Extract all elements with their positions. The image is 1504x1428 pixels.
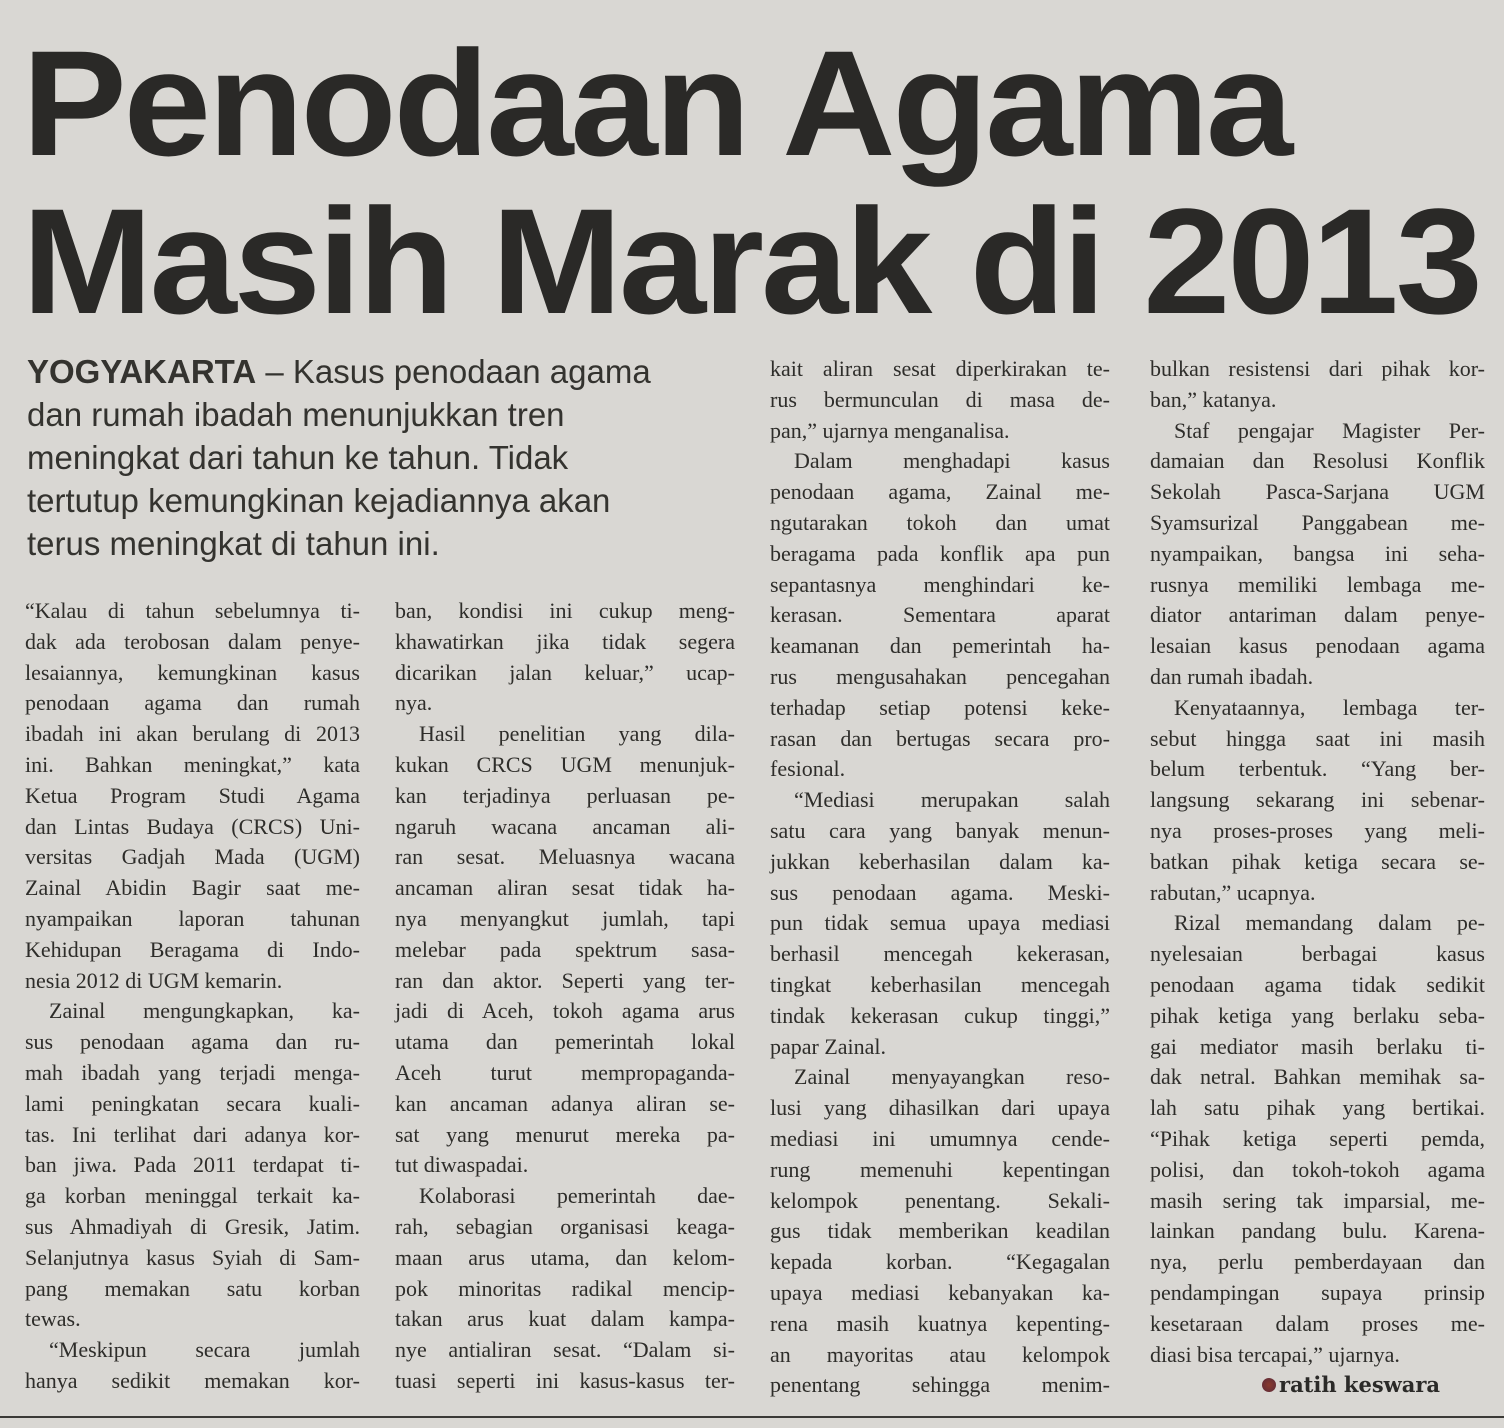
text-line: dan rumah ibadah. (1150, 663, 1314, 689)
text-line: upaya mediasi kebanyakan ka- (770, 1279, 1110, 1305)
byline-author: ratih keswara (1279, 1372, 1441, 1397)
text-line: nyampaikan laporan tahunan (25, 905, 360, 931)
lead-text: – Kasus penodaan agama (256, 353, 651, 390)
lead-line: meningkat dari tahun ke tahun. Tidak (27, 439, 569, 476)
text-line: tindak kekerasan cukup tinggi,” (770, 1002, 1110, 1028)
text-line: gus tidak memberikan keadilan (770, 1218, 1110, 1244)
text-line: Staf pengajar Magister Per- (1174, 417, 1485, 443)
paragraph (1150, 416, 1485, 693)
text-line: dak netral. Bahkan memihak sa- (1150, 1064, 1485, 1090)
text-line: papar Zainal. (770, 1033, 887, 1059)
paragraph (770, 354, 1110, 446)
text-line: rus mengusahakan pencegahan (770, 663, 1110, 689)
text-line: Dalam menghadapi kasus (794, 448, 1110, 474)
text-line: penodaan agama, Zainal me- (770, 479, 1110, 505)
text-line: rung memenuhi kepentingan (770, 1156, 1110, 1182)
text-line: fesional. (770, 756, 846, 782)
paragraph (770, 1062, 1110, 1401)
text-line: tuasi seperti ini kasus-kasus ter- (395, 1367, 735, 1393)
text-line: kerasan. Sementara aparat (770, 602, 1110, 628)
text-line: pun tidak semua upaya mediasi (770, 910, 1110, 936)
text-line: polisi, dan tokoh-tokoh agama (1150, 1156, 1485, 1182)
text-line: satu cara yang banyak menun- (770, 817, 1110, 843)
text-line: pang memakan satu korban (25, 1275, 360, 1301)
paragraph (770, 785, 1110, 1062)
text-line: rasan dan bertugas secara pro- (770, 725, 1110, 751)
text-line: Rizal memandang dalam pe- (1174, 910, 1485, 936)
article-column-3 (770, 354, 1110, 1401)
text-line: dan Lintas Budaya (CRCS) Uni- (25, 813, 360, 839)
lead-line: dan rumah ibadah menunjukkan tren (27, 396, 565, 433)
text-line: ban,” katanya. (1150, 386, 1277, 412)
text-line: rabutan,” ucapnya. (1150, 879, 1316, 905)
text-line: melebar pada spektrum sasa- (395, 936, 735, 962)
text-line: hanya sedikit memakan kor- (25, 1367, 360, 1393)
text-line: “Mediasi merupakan salah (794, 787, 1110, 813)
headline-line-1: Penodaan Agama (22, 19, 1291, 187)
text-line: kepada korban. “Kegagalan (770, 1249, 1110, 1275)
text-line: lesaiannya, kemungkinan kasus (25, 659, 360, 685)
text-line: jadi di Aceh, tokoh agama arus (395, 998, 735, 1024)
text-line: khawatirkan jika tidak segera (395, 628, 735, 654)
text-line: nya menyangkut jumlah, tapi (395, 905, 735, 931)
text-line: ancaman aliran sesat tidak ha- (395, 875, 735, 901)
text-line: kelompok penentang. Sekali- (770, 1187, 1110, 1213)
text-line: rah, sebagian organisasi keaga- (395, 1213, 735, 1239)
text-line: “Meskipun secara jumlah (49, 1337, 360, 1363)
paragraph (25, 996, 360, 1335)
text-line: Ketua Program Studi Agama (25, 782, 360, 808)
text-line: ban jiwa. Pada 2011 terdapat ti- (25, 1152, 360, 1178)
text-line: ini. Bahkan meningkat,” kata (25, 751, 360, 777)
text-line: Aceh turut mempropaganda- (395, 1059, 735, 1085)
article-column-2 (395, 596, 735, 1397)
lead-line: terus meningkat di tahun ini. (27, 525, 440, 562)
text-line: sus penodaan agama. Meski- (770, 879, 1110, 905)
paragraph (395, 596, 735, 719)
text-line: pan,” ujarnya menganalisa. (770, 417, 1010, 443)
text-line: mediasi ini umumnya cende- (770, 1125, 1110, 1151)
text-line: sat yang menurut mereka pa- (395, 1121, 735, 1147)
text-line: pihak ketiga yang berlaku seba- (1150, 1002, 1485, 1028)
text-line: mah ibadah yang terjadi menga- (25, 1059, 360, 1085)
text-line: rena masih kuatnya kepenting- (770, 1310, 1110, 1336)
text-line: dak ada terobosan dalam penye- (25, 628, 360, 654)
text-line: ran dan aktor. Seperti yang ter- (395, 967, 735, 993)
paragraph (1150, 908, 1485, 1370)
text-line: tut diwaspadai. (395, 1152, 529, 1178)
lead-line: tertutup kemungkinan kejadiannya akan (27, 482, 611, 519)
text-line: nya proses-proses yang meli- (1150, 817, 1485, 843)
text-line: masih sering tak imparsial, me- (1150, 1187, 1485, 1213)
text-line: nyampaikan, bangsa ini seha- (1150, 540, 1485, 566)
text-line: kan ancaman adanya aliran se- (395, 1090, 735, 1116)
paragraph (25, 596, 360, 996)
text-line: nya, perlu pemberdayaan dan (1150, 1249, 1485, 1275)
lead-line (27, 350, 727, 393)
text-line: dicarikan jalan keluar,” ucap- (395, 659, 735, 685)
text-line: penentang sehingga menim- (770, 1372, 1110, 1398)
text-line: kait aliran sesat diperkirakan te- (770, 356, 1110, 381)
text-line: Sekolah Pasca-Sarjana UGM (1150, 479, 1485, 505)
text-line: nyelesaian berbagai kasus (1150, 941, 1485, 967)
text-line: diasi bisa tercapai,” ujarnya. (1150, 1341, 1400, 1367)
text-line: gai mediator masih berlaku ti- (1150, 1033, 1485, 1059)
text-line: bulkan resistensi dari pihak kor- (1150, 356, 1485, 381)
text-line: tingkat keberhasilan mencegah (770, 971, 1110, 997)
text-line: maan arus utama, dan kelom- (395, 1244, 735, 1270)
paragraph (1150, 354, 1485, 416)
text-line: sebut hingga saat ini masih (1150, 725, 1485, 751)
text-line: pendampingan supaya prinsip (1150, 1279, 1485, 1305)
text-line: versitas Gadjah Mada (UGM) (25, 844, 360, 870)
text-line: penodaan agama dan rumah (25, 690, 360, 716)
text-line: pok minoritas radikal mencip- (395, 1275, 735, 1301)
text-line: lami peningkatan secara kuali- (25, 1090, 360, 1116)
text-line: langsung sekarang ini sebenar- (1150, 787, 1485, 813)
text-line: an mayoritas atau kelompok (770, 1341, 1110, 1367)
text-line: utama dan pemerintah lokal (395, 1029, 735, 1055)
text-line: tewas. (25, 1306, 81, 1332)
text-line: penodaan agama tidak sedikit (1150, 971, 1485, 997)
headline-line-2: Masih Marak di 2013 (22, 177, 1480, 345)
text-line: Kolaborasi pemerintah dae- (419, 1183, 735, 1209)
text-line: ngutarakan tokoh dan umat (770, 509, 1110, 535)
text-line: Zainal menyayangkan reso- (794, 1064, 1110, 1090)
text-line: “Pihak ketiga seperti pemda, (1150, 1125, 1485, 1151)
text-line: “Kalau di tahun sebelumnya ti- (25, 598, 360, 623)
text-line: kukan CRCS UGM menunjuk- (395, 751, 735, 777)
text-line: kan terjadinya perluasan pe- (395, 782, 735, 808)
lead-paragraph (27, 350, 727, 565)
text-line: ngaruh wacana ancaman ali- (395, 813, 735, 839)
text-line: terhadap setiap potensi keke- (770, 694, 1110, 720)
text-line: rus bermunculan di masa de- (770, 386, 1110, 412)
text-line: damaian dan Resolusi Konflik (1150, 448, 1485, 474)
text-line: Syamsurizal Panggabean me- (1150, 509, 1485, 535)
text-line: nya. (395, 690, 433, 716)
text-line: lah satu pihak yang bertikai. (1150, 1095, 1485, 1121)
text-line: sus Ahmadiyah di Gresik, Jatim. (25, 1213, 360, 1239)
text-line: kesetaraan dalam proses me- (1150, 1310, 1485, 1336)
text-line: tas. Ini terlihat dari adanya kor- (25, 1121, 360, 1147)
text-line: diator antariman dalam penye- (1150, 602, 1485, 628)
text-line: beragama pada konflik apa pun (770, 540, 1110, 566)
text-line: belum terbentuk. “Yang ber- (1150, 756, 1485, 782)
text-line: nye antialiran sesat. “Dalam si- (395, 1337, 735, 1363)
text-line: lesaian kasus penodaan agama (1150, 633, 1485, 659)
text-line: Zainal mengungkapkan, ka- (49, 998, 360, 1024)
text-line: Kehidupan Beragama di Indo- (25, 936, 360, 962)
bottom-rule (0, 1416, 1504, 1418)
byline-dot-icon (1262, 1378, 1276, 1392)
text-line: batkan pihak ketiga secara se- (1150, 848, 1485, 874)
text-line: jukkan keberhasilan dalam ka- (770, 848, 1110, 874)
byline (1262, 1372, 1440, 1397)
text-line: keamanan dan pemerintah ha- (770, 633, 1110, 659)
text-line: sepantasnya menghindari ke- (770, 571, 1110, 597)
text-line: takan arus kuat dalam kampa- (395, 1306, 735, 1332)
text-line: Kenyataannya, lembaga ter- (1174, 694, 1485, 720)
text-line: Selanjutnya kasus Syiah di Sam- (25, 1244, 360, 1270)
text-line: sus penodaan agama dan ru- (25, 1029, 360, 1055)
text-line: berhasil mencegah kekerasan, (770, 941, 1110, 967)
text-line: rusnya memiliki lembaga me- (1150, 571, 1485, 597)
text-line: ran sesat. Meluasnya wacana (395, 844, 735, 870)
paragraph (1150, 693, 1485, 909)
paragraph (395, 1181, 735, 1397)
text-line: ga korban meninggal terkait ka- (25, 1183, 360, 1209)
paragraph (395, 719, 735, 1181)
text-line: ibadah ini akan berulang di 2013 (25, 721, 360, 747)
article-column-1 (25, 596, 360, 1397)
text-line: nesia 2012 di UGM kemarin. (25, 967, 283, 993)
text-line: lainkan pandang bulu. Karena- (1150, 1218, 1485, 1244)
dateline: YOGYAKARTA (27, 353, 257, 390)
text-line: lusi yang dihasilkan dari upaya (770, 1095, 1110, 1121)
text-line: ban, kondisi ini cukup meng- (395, 598, 735, 623)
paragraph (770, 446, 1110, 785)
article-column-4 (1150, 354, 1485, 1370)
paragraph (25, 1335, 360, 1397)
text-line: Zainal Abidin Bagir saat me- (25, 875, 360, 901)
text-line: Hasil penelitian yang dila- (419, 721, 735, 747)
